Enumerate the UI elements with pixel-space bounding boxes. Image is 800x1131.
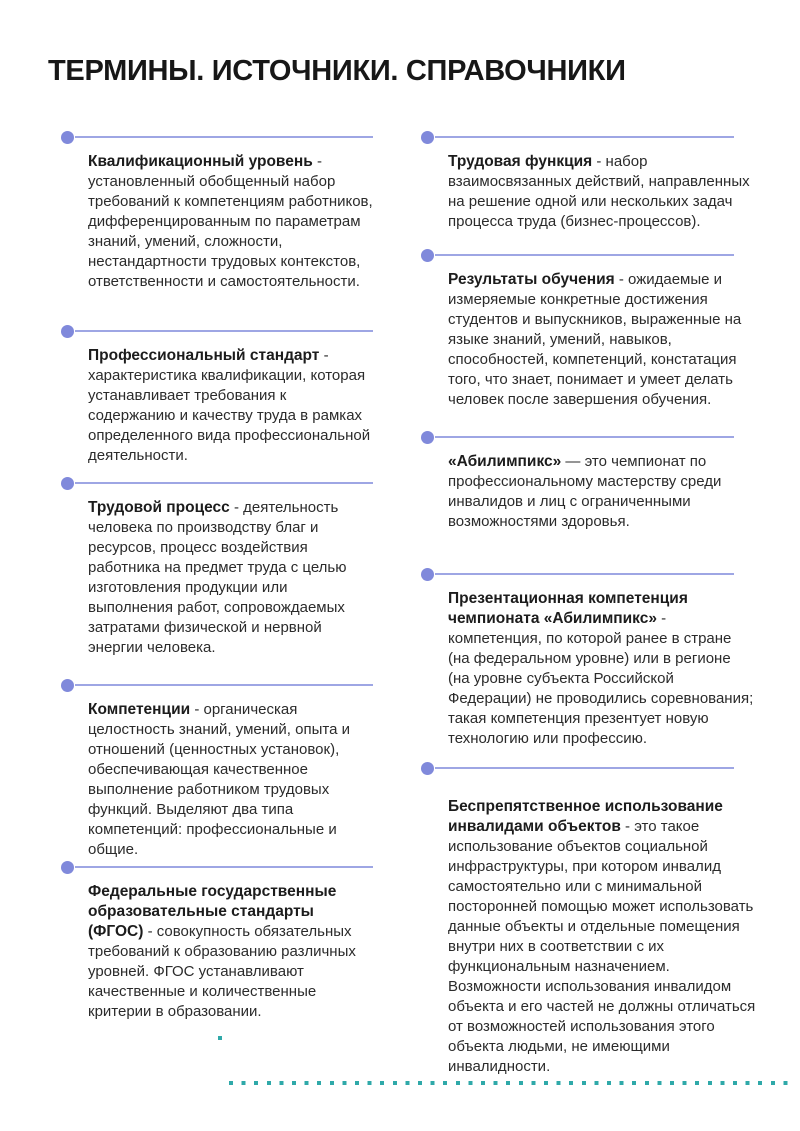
bullet-line-marker	[421, 567, 734, 581]
divider-line	[75, 482, 373, 484]
bullet-dot-icon	[61, 679, 74, 692]
page-title: ТЕРМИНЫ. ИСТОЧНИКИ. СПРАВОЧНИКИ	[48, 55, 626, 88]
term-dash: -	[596, 153, 602, 170]
bullet-line-marker	[421, 761, 734, 775]
term-definition	[421, 797, 756, 1077]
term-text: ожидаемые и измеряемые конкретные достижения студентов и выпускников, выраженные на языке знаний, умений, навыков, способностей, компетенций, констатация того, что знает, понимает и умеет делать человек после завершения обучения.	[448, 271, 742, 408]
term-definition	[421, 589, 756, 749]
term-dash: —	[565, 453, 581, 470]
bullet-dot-icon	[61, 325, 74, 338]
bullet-line-marker	[421, 130, 734, 144]
term-dash: -	[233, 499, 239, 516]
term-dash: -	[661, 610, 667, 627]
term-definition	[421, 152, 756, 232]
term-text: деятельность человека по производству благ и ресурсов, процесс воздействия работника на предмет труда с целью изготовления продукции или выполнения работ, сопровождаемых затратами физической и нервной энергии человека.	[88, 499, 347, 656]
term-text: установленный обобщенный набор требований к компетенциям работников, дифференцированным по параметрам знаний, умений, сложности, нестандартности трудовых контекстов, ответственности и самостоятельности.	[88, 173, 373, 290]
bullet-dot-icon	[421, 249, 434, 262]
term-block-qualification-level	[61, 130, 373, 292]
term-block-presentation-competency	[421, 567, 754, 749]
term-dash: -	[618, 271, 624, 288]
term-definition	[61, 498, 373, 658]
term-name: Трудовой процесс	[88, 499, 230, 516]
term-name: Компетенции	[88, 701, 191, 718]
bullet-line-marker	[421, 248, 734, 262]
bullet-dot-icon	[61, 131, 74, 144]
bullet-line-marker	[61, 130, 373, 144]
term-definition	[421, 452, 756, 532]
term-text: компетенция, по которой ранее в стране (на федеральном уровне) или в регионе (на уровне субъекта Российской Федерации) не проводились соревнования; такая компетенция презентует новую технологию или профессию.	[448, 630, 754, 747]
term-definition	[61, 346, 373, 466]
divider-line	[435, 573, 734, 575]
term-block-learning-outcomes	[421, 248, 742, 410]
stray-dot	[218, 1036, 222, 1040]
term-text: характеристика квалификации, которая устанавливает требования к содержанию и качеству труда в рамках определенного вида профессиональной деятельности.	[88, 367, 371, 464]
term-definition	[61, 700, 373, 860]
bullet-line-marker	[421, 430, 734, 444]
divider-line	[75, 684, 373, 686]
divider-line	[75, 866, 373, 868]
term-block-fgos	[61, 860, 373, 1022]
term-name: Федеральные государственные образовательные стандарты (ФГОС)	[88, 883, 337, 940]
term-name: Беспрепятственное использование инвалидами объектов	[448, 798, 723, 835]
term-dash: -	[323, 347, 329, 364]
term-dash: -	[194, 701, 200, 718]
bullet-line-marker	[61, 860, 373, 874]
divider-line	[435, 767, 734, 769]
term-block-labor-function	[421, 130, 750, 232]
term-block-abilympics	[421, 430, 734, 532]
term-definition	[421, 270, 756, 410]
bullet-line-marker	[61, 678, 373, 692]
divider-line	[435, 436, 734, 438]
bullet-dot-icon	[421, 762, 434, 775]
bullet-dot-icon	[61, 477, 74, 490]
term-definition	[61, 882, 373, 1022]
term-name: «Абилимпикс»	[448, 453, 562, 470]
term-definition	[61, 152, 373, 292]
divider-line	[75, 330, 373, 332]
term-text: органическая целостность знаний, умений, опыта и отношений (ценностных установок), обеспечивающая качественное выполнение работником трудовых функций. Выделяют два типа компетенций: профессиональные и общие.	[88, 701, 350, 858]
bullet-dot-icon	[421, 131, 434, 144]
term-name: Презентационная компетенция чемпионата «Абилимпикс»	[448, 590, 688, 627]
term-dash: -	[147, 923, 153, 940]
term-text: это чемпионат по профессиональному мастерству среди инвалидов и лиц с ограниченными возможностями здоровья.	[448, 453, 722, 530]
term-text: совокупность обязательных требований к образованию различных уровней. ФГОС устанавливают качественные и количественные критерии в образовании.	[88, 923, 356, 1020]
term-dash: -	[625, 818, 631, 835]
term-block-labor-process	[61, 476, 373, 658]
term-text: набор взаимосвязанных действий, направленных на решение одной или нескольких задач процесса труда (бизнес-процессов).	[448, 153, 750, 230]
term-dash: -	[316, 153, 322, 170]
term-text: это такое использование объектов социальной инфраструктуры, при котором инвалид самостоятельно или с минимальной посторонней помощью может использовать данные объекты и отдельные помещения внутри них в соответствии с их функциональным назначением. Возможности использования инвалидом объекта и его частей не должны отличаться от возможностей использования этого объекта людьми, не имеющими инвалидности.	[448, 818, 756, 1075]
term-name: Результаты обучения	[448, 271, 615, 288]
divider-line	[435, 136, 734, 138]
divider-line	[75, 136, 373, 138]
term-block-competencies	[61, 678, 373, 860]
bullet-dot-icon	[421, 431, 434, 444]
bullet-dot-icon	[421, 568, 434, 581]
term-name: Квалификационный уровень	[88, 153, 313, 170]
bullet-line-marker	[61, 476, 373, 490]
term-block-barrier-free-use	[421, 761, 756, 1077]
dotted-footer-line	[229, 1081, 796, 1085]
divider-line	[435, 254, 734, 256]
bullet-dot-icon	[61, 861, 74, 874]
term-name: Трудовая функция	[448, 153, 593, 170]
term-block-professional-standard	[61, 324, 373, 466]
term-name: Профессиональный стандарт	[88, 347, 320, 364]
bullet-line-marker	[61, 324, 373, 338]
